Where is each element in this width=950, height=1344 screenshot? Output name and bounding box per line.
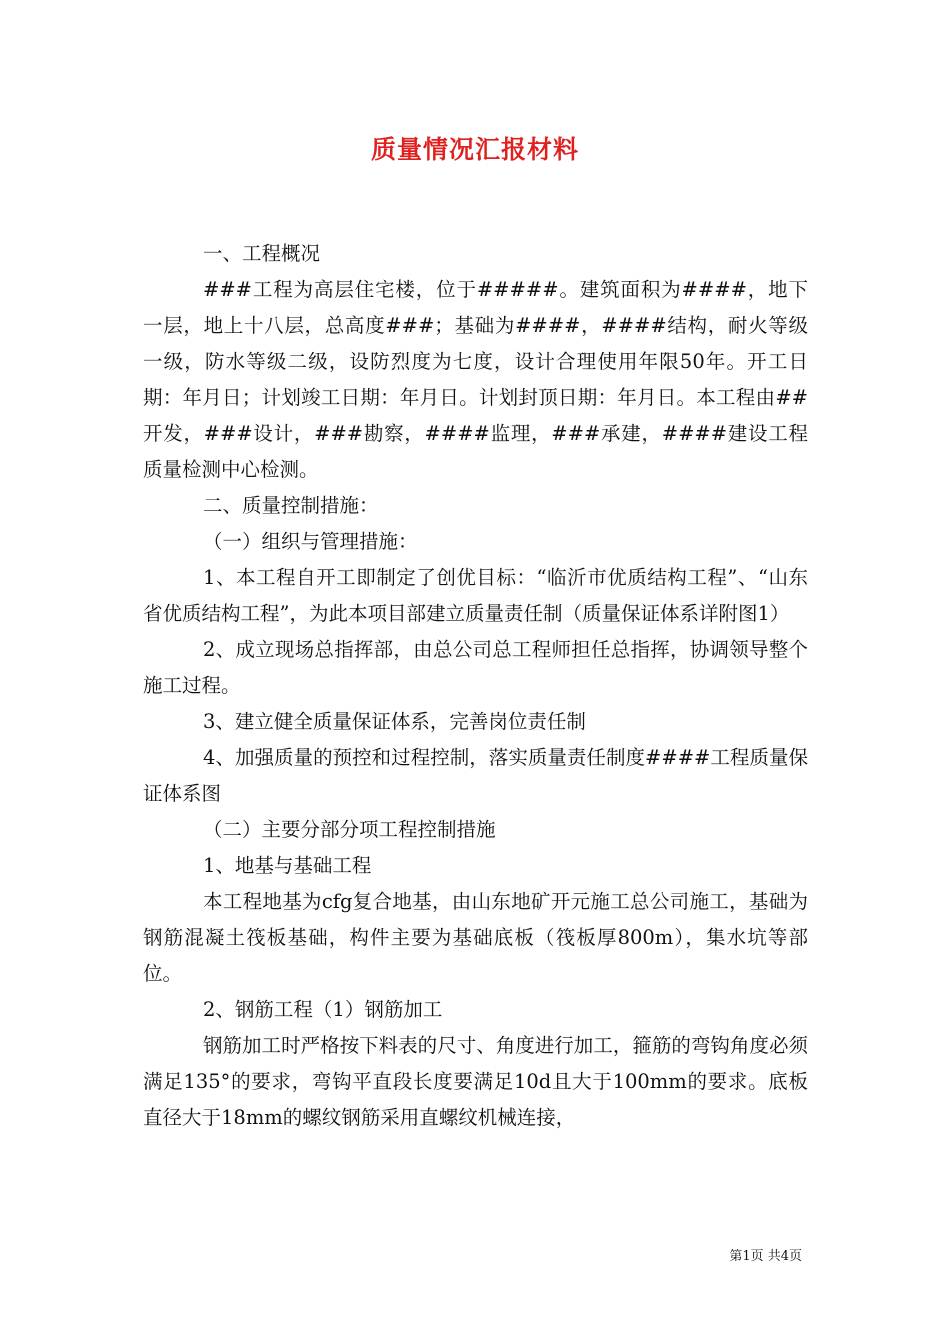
page-number: 第1页 共4页 [729,1249,802,1264]
paragraph: 2、成立现场总指挥部，由总公司总工程师担任总指挥，协调领导整个施工过程。 [143,638,808,697]
paragraph: 3、建立健全质量保证体系，完善岗位责任制 [203,710,586,733]
paragraph: 1、本工程自开工即制定了创优目标：“临沂市优质结构工程”、“山东省优质结构工程”，为此本项目部建立质量责任制（质量保证体系详附图1） [143,566,808,625]
subsection-heading: （二）主要分部分项工程控制措施 [203,818,496,841]
paragraph: 4、加强质量的预控和过程控制，落实质量责任制度####工程质量保证体系图 [143,746,808,805]
section-heading: 二、质量控制措施： [203,494,379,517]
section-heading: 一、工程概况 [203,242,321,265]
paragraph: 本工程地基为cfg复合地基，由山东地矿开元施工总公司施工，基础为钢筋混凝土筏板基础，构件主要为基础底板（筏板厚800m），集水坑等部位。 [143,890,808,985]
paragraph: 钢筋加工时严格按下料表的尺寸、角度进行加工，箍筋的弯钩角度必须满足135°的要求，弯钩平直段长度要满足10d且大于100mm的要求。底板直径大于18mm的螺纹钢筋采用直螺纹机械连接， [143,1034,808,1129]
subsection-heading: 2、钢筋工程（1）钢筋加工 [203,998,443,1021]
document-title: 质量情况汇报材料 [370,135,579,164]
subsection-heading: 1、地基与基础工程 [203,854,372,877]
document-body [143,236,808,1136]
subsection-heading: （一）组织与管理措施： [203,530,418,553]
paragraph: ###工程为高层住宅楼，位于#####。建筑面积为####，地下一层，地上十八层，总高度###；基础为####，####结构，耐火等级一级，防水等级二级，设防烈度为七度，设计合理使用年限50年。开工日期：年月日；计划竣工日期：年月日。计划封顶日期：年月日。本工程由##开发，###设计，###勘察，####监理，###承建，####建设工程质量检测中心检测。 [143,278,808,481]
